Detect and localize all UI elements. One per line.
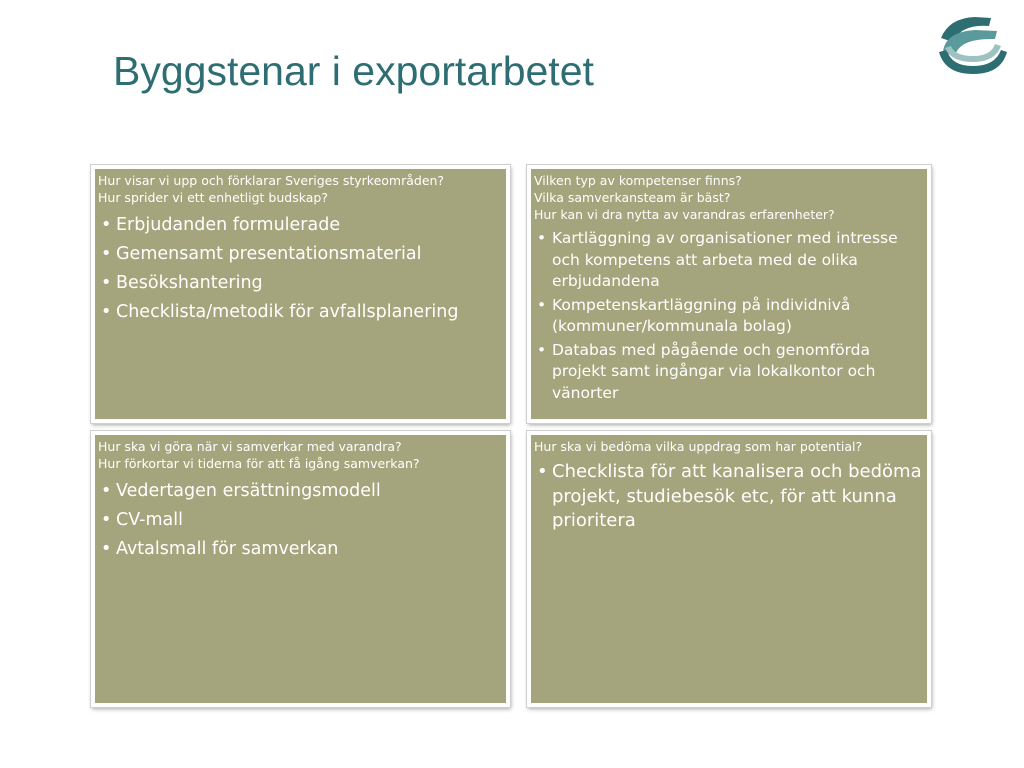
bullet-list [98, 211, 502, 327]
box-questions [534, 438, 923, 455]
bullet-item: • CV-mall [98, 506, 502, 535]
bullet-item: • Gemensamt presentationsmaterial [98, 240, 502, 269]
bullet-item: • Kartläggning av organisationer med intresse och kompetens att arbeta med de olika erbjudandena [534, 228, 923, 293]
question-line: Hur sprider vi ett enhetligt budskap? [98, 190, 328, 205]
question-line: Hur ska vi göra när vi samverkar med varandra? [98, 439, 402, 454]
question-line: Hur visar vi upp och förklarar Sveriges styrkeområden? [98, 173, 445, 188]
question-line: Vilken typ av kompetenser finns? [534, 173, 742, 188]
building-block-box-2 [527, 165, 931, 423]
question-line: Hur kan vi dra nytta av varandras erfarenheter? [534, 207, 835, 222]
bullet-list [534, 228, 923, 404]
bullet-list [534, 460, 923, 534]
question-line: Vilka samverkansteam är bäst? [534, 190, 731, 205]
bullet-item: • Vedertagen ersättningsmodell [98, 477, 502, 506]
box-questions [98, 172, 502, 206]
bullet-item: • Erbjudanden formulerade [98, 211, 502, 240]
bullet-item: • Avtalsmall för samverkan [98, 535, 502, 564]
box-questions [98, 438, 502, 472]
bullet-item: • Kompetenskartläggning på individnivå (kommuner/kommunala bolag) [534, 295, 923, 338]
question-line: Hur ska vi bedöma vilka uppdrag som har potential? [534, 439, 863, 454]
bullet-item: • Besökshantering [98, 269, 502, 298]
slide-title: Byggstenar i exportarbetet [113, 48, 594, 94]
box-questions [534, 172, 923, 223]
question-line: Hur förkortar vi tiderna för att få igång samverkan? [98, 456, 420, 471]
building-block-box-1 [91, 165, 510, 423]
bullet-list [98, 477, 502, 564]
bullet-item: • Checklista för att kanalisera och bedöma projekt, studiebesök etc, för att kunna prioritera [534, 460, 923, 534]
bullet-item: • Databas med pågående och genomförda projekt samt ingångar via lokalkontor och vänorter [534, 340, 923, 405]
bullet-item: • Checklista/metodik för avfallsplanering [98, 298, 502, 327]
stacked-arc-logo-icon [935, 12, 1011, 76]
building-block-box-3 [91, 431, 510, 707]
building-block-box-4 [527, 431, 931, 707]
